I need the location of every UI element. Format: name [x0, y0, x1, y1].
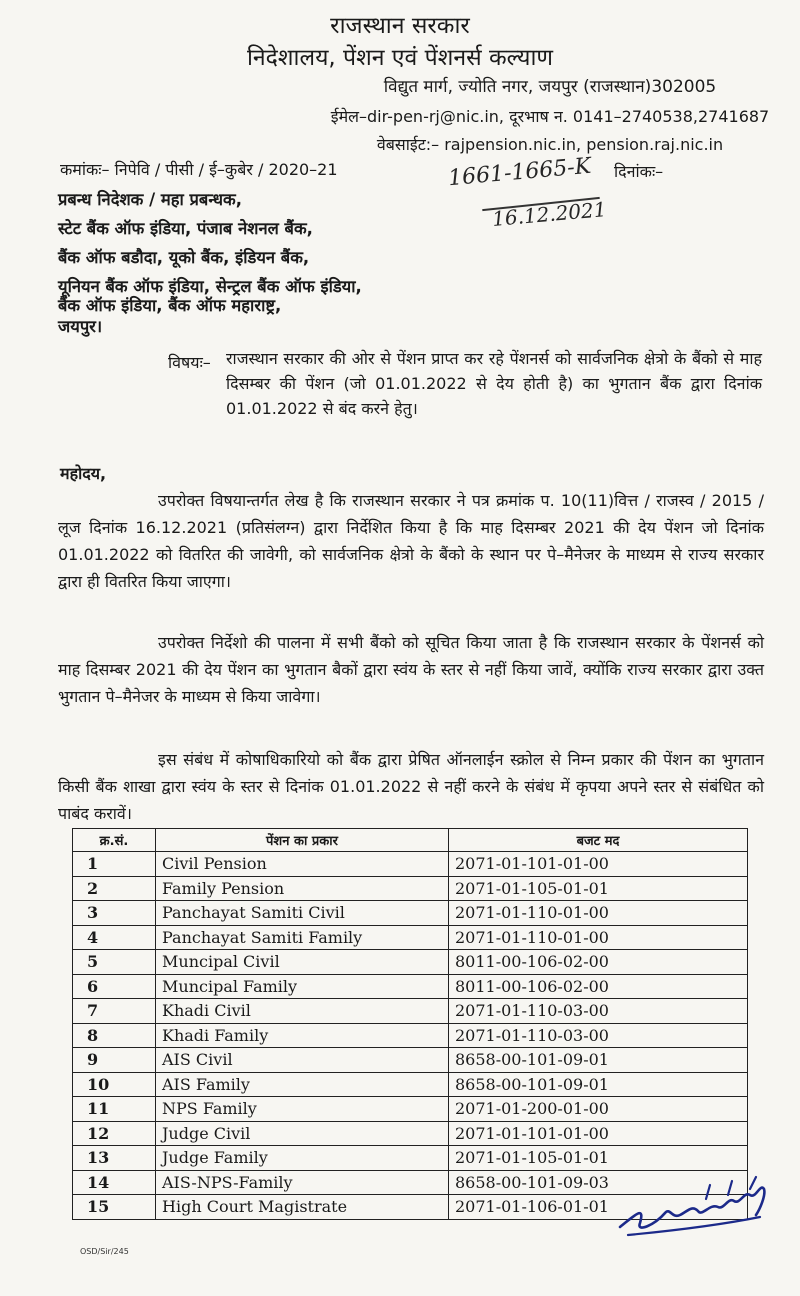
subject-text: राजस्थान सरकार की ओर से पेंशन प्राप्त कर रहे पेंशनर्स को सार्वजनिक क्षेत्रो के बैंको से माह दिसम्बर की पेंशन (जो 01.01.2022 से देय होती है) का भुगतान बैंक द्वारा दिनांक 01.01.2022 से बंद करने हेतु। — [226, 349, 762, 418]
pension-type-cell: High Court Magistrate — [156, 1195, 449, 1220]
govt-title: राजस्थान सरकार — [330, 13, 470, 39]
serial-cell: 12 — [73, 1121, 156, 1146]
pension-type-table — [72, 828, 748, 1220]
table-row — [73, 1072, 748, 1097]
pension-type-cell: Civil Pension — [156, 852, 449, 877]
budget-head-cell: 2071-01-110-03-00 — [449, 999, 748, 1024]
pension-type-cell: AIS Family — [156, 1072, 449, 1097]
paragraph-text: इस संबंध में कोषाधिकारियो को बैंक द्वारा प्रेषित ऑनलाईन स्क्रोल से निम्न प्रकार की पेंशन का भुगतान किसी बैंक शाखा द्वारा स्वंय के स्तर से दिनांक 01.01.2022 से नहीं करने के संबंध में कृपया अपने स्तर से संबंधित को पाबंद करावें। — [58, 750, 764, 823]
table-row — [73, 925, 748, 950]
pension-type-cell: Muncipal Civil — [156, 950, 449, 975]
budget-head-cell: 2071-01-101-01-00 — [449, 852, 748, 877]
table-row — [73, 1097, 748, 1122]
pension-type-cell: AIS Civil — [156, 1048, 449, 1073]
serial-cell: 7 — [73, 999, 156, 1024]
date-label: दिनांकः– — [614, 162, 664, 181]
budget-head-cell: 2071-01-110-01-00 — [449, 901, 748, 926]
serial-cell: 10 — [73, 1072, 156, 1097]
budget-head-cell: 2071-01-101-01-00 — [449, 1121, 748, 1146]
addressee-line: जयपुर। — [58, 317, 103, 336]
table-row — [73, 1048, 748, 1073]
budget-head-cell: 8658-00-101-09-01 — [449, 1072, 748, 1097]
table-row — [73, 876, 748, 901]
table-row — [73, 999, 748, 1024]
pension-type-cell: Muncipal Family — [156, 974, 449, 999]
serial-cell: 2 — [73, 876, 156, 901]
table-header-row — [73, 829, 748, 852]
addressee-line: बैंक ऑफ इंडिया, बैंक ऑफ महाराष्ट्र, — [58, 296, 282, 315]
serial-cell: 1 — [73, 852, 156, 877]
col-header-serial: क्र.सं. — [73, 829, 156, 852]
contact-info: ईमेल–dir-pen-rj@nic.in, दूरभाष न. 0141–2740538,2741687 — [330, 107, 770, 126]
body-paragraph-1 — [58, 487, 764, 595]
body-paragraph-3 — [58, 746, 764, 827]
serial-cell: 14 — [73, 1170, 156, 1195]
budget-head-cell: 2071-01-105-01-01 — [449, 876, 748, 901]
signature-icon — [610, 1175, 780, 1249]
directorate-title: निदेशालय, पेंशन एवं पेंशनर्स कल्याण — [246, 45, 554, 71]
serial-cell: 11 — [73, 1097, 156, 1122]
budget-head-cell: 2071-01-110-01-00 — [449, 925, 748, 950]
handwritten-dispatch-number: 1661-1665-K — [447, 153, 593, 192]
pension-type-cell: Khadi Family — [156, 1023, 449, 1048]
budget-head-cell: 8658-00-101-09-01 — [449, 1048, 748, 1073]
addressee-line: स्टेट बैंक ऑफ इंडिया, पंजाब नेशनल बैंक, — [58, 219, 313, 238]
budget-head-cell: 2071-01-200-01-00 — [449, 1097, 748, 1122]
pension-type-cell: AIS-NPS-Family — [156, 1170, 449, 1195]
pension-type-cell: Judge Civil — [156, 1121, 449, 1146]
addressee-line: बैंक ऑफ बडौदा, यूको बैंक, इंडियन बैंक, — [58, 248, 310, 267]
pension-type-cell: Panchayat Samiti Civil — [156, 901, 449, 926]
serial-cell: 5 — [73, 950, 156, 975]
footer-code: OSD/Sir/245 — [80, 1247, 129, 1256]
table-row — [73, 1121, 748, 1146]
addressee-line: प्रबन्ध निदेशक / महा प्रबन्धक, — [58, 190, 242, 209]
body-paragraph-2 — [58, 629, 764, 710]
table-row — [73, 1023, 748, 1048]
budget-head-cell: 8658-00-101-09-03 — [449, 1170, 748, 1195]
salutation: महोदय, — [60, 464, 107, 483]
serial-cell: 3 — [73, 901, 156, 926]
pension-type-cell: Panchayat Samiti Family — [156, 925, 449, 950]
budget-head-cell: 2071-01-106-01-01 — [449, 1195, 748, 1220]
budget-head-cell: 2071-01-110-03-00 — [449, 1023, 748, 1048]
office-address: विद्युत मार्ग, ज्योति नगर, जयपुर (राजस्थान)302005 — [383, 77, 717, 97]
serial-cell: 4 — [73, 925, 156, 950]
reference-number: कमांकः– निपेवि / पीसी / ई–कुबेर / 2020–21 — [60, 160, 338, 179]
addressee-line: यूनियन बैंक ऑफ इंडिया, सेन्ट्रल बैंक ऑफ इंडिया, — [58, 277, 362, 296]
serial-cell: 13 — [73, 1146, 156, 1171]
budget-head-cell: 2071-01-105-01-01 — [449, 1146, 748, 1171]
handwritten-date: 16.12.2021 — [491, 197, 608, 231]
serial-cell: 9 — [73, 1048, 156, 1073]
pension-type-cell: Family Pension — [156, 876, 449, 901]
table-row — [73, 974, 748, 999]
website-info: वेबसाईट:– rajpension.nic.in, pension.raj.nic.in — [376, 135, 724, 154]
subject-label: विषयः– — [168, 353, 211, 372]
table-row — [73, 852, 748, 877]
pension-type-cell: NPS Family — [156, 1097, 449, 1122]
pension-type-cell: Khadi Civil — [156, 999, 449, 1024]
budget-head-cell: 8011-00-106-02-00 — [449, 974, 748, 999]
table-row — [73, 1146, 748, 1171]
budget-head-cell: 8011-00-106-02-00 — [449, 950, 748, 975]
serial-cell: 15 — [73, 1195, 156, 1220]
serial-cell: 8 — [73, 1023, 156, 1048]
pension-type-cell: Judge Family — [156, 1146, 449, 1171]
col-header-pension-type: पेंशन का प्रकार — [156, 829, 449, 852]
paragraph-text: उपरोक्त विषयान्तर्गत लेख है कि राजस्थान सरकार ने पत्र क्रमांक प. 10(11)वित्त / राजस्व / 2015 / लूज दिनांक 16.12.2021 (प्रतिसंलग्न) द्वारा निर्देशित किया है कि माह दिसम्बर 2021 की देय पेंशन जो दिनांक 01.01.2022 को वितरित की जावेगी, को सार्वजनिक क्षेत्रो के बैंको के स्थान पर पे–मैनेजर के माध्यम से राज्य सरकार द्वारा ही वितरित किया जाएगा। — [58, 491, 764, 591]
serial-cell: 6 — [73, 974, 156, 999]
col-header-budget-head: बजट मद — [449, 829, 748, 852]
table-row — [73, 950, 748, 975]
table-body — [73, 852, 748, 1220]
table-row — [73, 901, 748, 926]
paragraph-text: उपरोक्त निर्देशो की पालना में सभी बैंको को सूचित किया जाता है कि राजस्थान सरकार के पेंशनर्स को माह दिसम्बर 2021 की देय पेंशन का भुगतान बैकों द्वारा स्वंय के स्तर से नहीं किया जावें, क्योंकि राज्य सरकार द्वारा उक्त भुगतान पे–मैनेजर के माध्यम से किया जावेगा। — [58, 633, 764, 706]
